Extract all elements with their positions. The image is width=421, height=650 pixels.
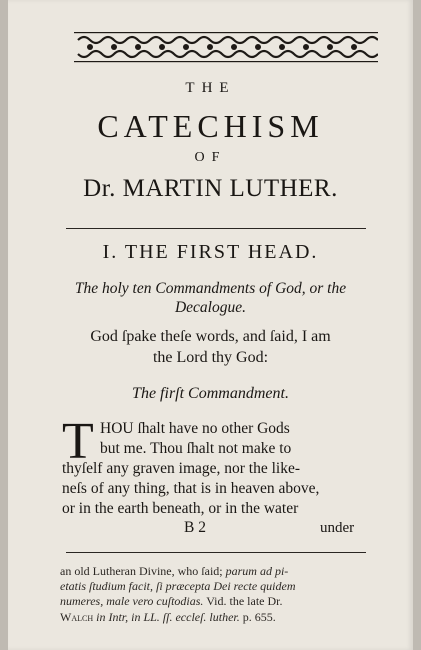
drop-cap: T [62, 413, 94, 470]
footnote-line2: etatis ſtudium facit, ſi præcepta Dei recte quidem [60, 579, 296, 593]
footnote-latin: numeres, male vero cuſtodias. [60, 594, 204, 608]
title-author: Dr. MARTIN LUTHER. [83, 175, 338, 202]
section-subtitle-line2: Decalogue. [174, 299, 246, 316]
section-heading: I. THE FIRST HEAD. [102, 241, 319, 263]
printers-ornament [74, 30, 378, 64]
body-line: HOU ſhalt have no other Gods [100, 420, 290, 437]
footnote-text: Vid. the late Dr. [206, 594, 283, 608]
body-line: but me. Thou ſhalt not make to [100, 440, 292, 457]
footnote-author-name: Walch [60, 610, 94, 624]
footnote-rule [66, 552, 366, 553]
footnote-line1 [60, 564, 370, 579]
intro-line1: God ſpake theſe words, and ſaid, I am [90, 328, 331, 345]
footnote-latin: parum ad pi- [225, 564, 289, 578]
title-of: OF [194, 150, 227, 165]
footnote-line3 [60, 594, 370, 609]
footnote-page: p. 655. [242, 610, 276, 624]
body-line: thyſelf any graven image, nor the like- [62, 460, 301, 477]
intro-line2: the Lord thy God: [152, 349, 269, 366]
footnote-reference: in Intr, in LL. ſſ. eccleſ. luther. [96, 610, 240, 624]
signature-mark: B 2 [184, 519, 206, 536]
commandment-title: The firſt Commandment. [132, 385, 289, 402]
title-catechism: CATECHISM [97, 108, 324, 144]
footnote-line4 [60, 610, 370, 625]
catchword: under [320, 520, 355, 536]
footnote-text: an old Lutheran Divine, who ſaid; [60, 564, 223, 578]
body-line: or in the earth beneath, or in the water [62, 500, 299, 517]
title-the: THE [185, 80, 236, 96]
divider-rule [66, 228, 366, 229]
section-subtitle-line1: The holy ten Commandments of God, or the [74, 280, 347, 297]
body-line: neſs of any thing, that is in heaven above, [62, 480, 320, 497]
